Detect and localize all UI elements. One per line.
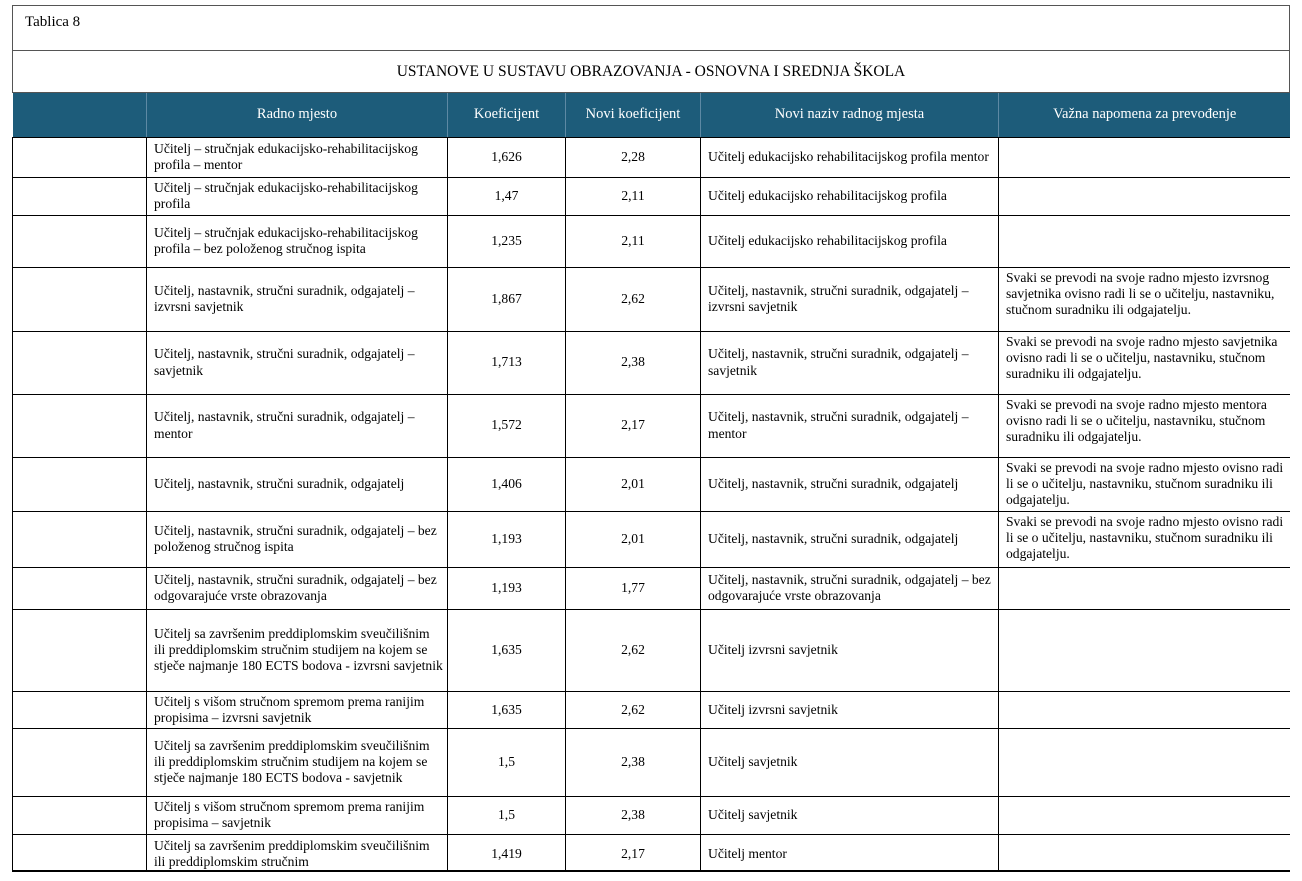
cell-empty	[13, 457, 147, 511]
table-title: USTANOVE U SUSTAVU OBRAZOVANJA - OSNOVNA I SREDNJA ŠKOLA	[396, 62, 906, 80]
cell-novi-koeficijent: 2,62	[566, 267, 701, 331]
cell-napomena	[999, 728, 1291, 796]
cell-empty	[13, 796, 147, 834]
cell-novi-koeficijent: 2,62	[566, 691, 701, 728]
cell-empty	[13, 834, 147, 872]
table-container	[12, 5, 1290, 872]
table-row	[13, 511, 1291, 567]
cell-empty	[13, 177, 147, 215]
table-header-row	[13, 93, 1291, 137]
cell-koeficijent: 1,47	[448, 177, 566, 215]
cell-radno-mjesto: Učitelj s višom stručnom spremom prema ranijim propisima – izvrsni savjetnik	[147, 691, 448, 728]
table-row	[13, 394, 1291, 457]
cell-empty	[13, 267, 147, 331]
table-row	[13, 834, 1291, 872]
cell-radno-mjesto: Učitelj – stručnjak edukacijsko-rehabilitacijskog profila – mentor	[147, 137, 448, 177]
cell-empty	[13, 691, 147, 728]
column-header-empty	[13, 93, 147, 137]
cell-novi-naziv: Učitelj savjetnik	[701, 796, 999, 834]
cell-novi-naziv: Učitelj mentor	[701, 834, 999, 872]
cell-napomena	[999, 567, 1291, 609]
table-row	[13, 331, 1291, 394]
cell-koeficijent: 1,626	[448, 137, 566, 177]
cell-novi-naziv: Učitelj edukacijsko rehabilitacijskog profila	[701, 215, 999, 267]
cell-empty	[13, 137, 147, 177]
cell-empty	[13, 215, 147, 267]
column-header-novi-koeficijent: Novi koeficijent	[566, 93, 701, 137]
table-row	[13, 137, 1291, 177]
cell-novi-koeficijent: 2,17	[566, 834, 701, 872]
cell-napomena	[999, 215, 1291, 267]
cell-empty	[13, 511, 147, 567]
cell-novi-naziv: Učitelj izvrsni savjetnik	[701, 609, 999, 691]
cell-radno-mjesto: Učitelj, nastavnik, stručni suradnik, odgajatelj – izvrsni savjetnik	[147, 267, 448, 331]
data-table	[12, 93, 1290, 872]
cell-napomena	[999, 609, 1291, 691]
column-header-novi-naziv: Novi naziv radnog mjesta	[701, 93, 999, 137]
column-header-napomena: Važna napomena za prevođenje	[999, 93, 1291, 137]
cell-koeficijent: 1,235	[448, 215, 566, 267]
cell-novi-koeficijent: 2,17	[566, 394, 701, 457]
cell-novi-naziv: Učitelj edukacijsko rehabilitacijskog profila mentor	[701, 137, 999, 177]
cell-novi-koeficijent: 2,11	[566, 215, 701, 267]
table-row	[13, 609, 1291, 691]
cell-novi-naziv: Učitelj edukacijsko rehabilitacijskog profila	[701, 177, 999, 215]
cell-novi-naziv: Učitelj savjetnik	[701, 728, 999, 796]
table-caption-box	[12, 5, 1290, 50]
cell-napomena	[999, 834, 1291, 872]
cell-radno-mjesto: Učitelj sa završenim preddiplomskim sveučilišnim ili preddiplomskim stručnim studijem na kojem se stječe najmanje 180 ECTS bodova - savjetnik	[147, 728, 448, 796]
cell-novi-koeficijent: 2,38	[566, 331, 701, 394]
cell-koeficijent: 1,713	[448, 331, 566, 394]
cell-koeficijent: 1,406	[448, 457, 566, 511]
cell-novi-koeficijent: 2,11	[566, 177, 701, 215]
cell-novi-koeficijent: 2,28	[566, 137, 701, 177]
table-row	[13, 796, 1291, 834]
cell-novi-koeficijent: 2,01	[566, 457, 701, 511]
table-title-box	[12, 50, 1290, 93]
cell-radno-mjesto: Učitelj sa završenim preddiplomskim sveučilišnim ili preddiplomskim stručnim studijem na kojem se stječe najmanje 180 ECTS bodova - izvrsni savjetnik	[147, 609, 448, 691]
cell-novi-naziv: Učitelj, nastavnik, stručni suradnik, odgajatelj	[701, 511, 999, 567]
cell-empty	[13, 567, 147, 609]
cell-koeficijent: 1,193	[448, 567, 566, 609]
cell-napomena	[999, 796, 1291, 834]
cell-novi-naziv: Učitelj, nastavnik, stručni suradnik, odgajatelj – bez odgovarajuće vrste obrazovanja	[701, 567, 999, 609]
cell-koeficijent: 1,635	[448, 609, 566, 691]
cell-novi-koeficijent: 2,38	[566, 796, 701, 834]
cell-radno-mjesto: Učitelj, nastavnik, stručni suradnik, odgajatelj – savjetnik	[147, 331, 448, 394]
cell-radno-mjesto: Učitelj – stručnjak edukacijsko-rehabilitacijskog profila	[147, 177, 448, 215]
cell-radno-mjesto: Učitelj, nastavnik, stručni suradnik, odgajatelj – bez položenog stručnog ispita	[147, 511, 448, 567]
table-row	[13, 728, 1291, 796]
cell-napomena: Svaki se prevodi na svoje radno mjesto ovisno radi li se o učitelju, nastavniku, stučnom suradniku ili odgajatelju.	[999, 511, 1291, 567]
cell-napomena	[999, 691, 1291, 728]
cell-koeficijent: 1,193	[448, 511, 566, 567]
cell-radno-mjesto: Učitelj sa završenim preddiplomskim sveučilišnim ili preddiplomskim stručnim	[147, 834, 448, 872]
cell-napomena: Svaki se prevodi na svoje radno mjesto mentora ovisno radi li se o učitelju, nastavniku, stučnom suradniku ili odgajatelju.	[999, 394, 1291, 457]
cell-novi-koeficijent: 2,01	[566, 511, 701, 567]
cell-napomena: Svaki se prevodi na svoje radno mjesto savjetnika ovisno radi li se o učitelju, nastavniku, stučnom suradniku ili odgajatelju.	[999, 331, 1291, 394]
column-header-radno-mjesto: Radno mjesto	[147, 93, 448, 137]
cell-empty	[13, 728, 147, 796]
cell-radno-mjesto: Učitelj s višom stručnom spremom prema ranijim propisima – savjetnik	[147, 796, 448, 834]
cell-novi-naziv: Učitelj, nastavnik, stručni suradnik, odgajatelj – savjetnik	[701, 331, 999, 394]
cell-radno-mjesto: Učitelj – stručnjak edukacijsko-rehabilitacijskog profila – bez položenog stručnog ispita	[147, 215, 448, 267]
cell-koeficijent: 1,867	[448, 267, 566, 331]
cell-napomena	[999, 177, 1291, 215]
cell-novi-naziv: Učitelj izvrsni savjetnik	[701, 691, 999, 728]
cell-novi-koeficijent: 2,62	[566, 609, 701, 691]
cell-empty	[13, 394, 147, 457]
cell-koeficijent: 1,419	[448, 834, 566, 872]
cell-koeficijent: 1,5	[448, 728, 566, 796]
table-row	[13, 457, 1291, 511]
cell-novi-naziv: Učitelj, nastavnik, stručni suradnik, odgajatelj	[701, 457, 999, 511]
cell-koeficijent: 1,5	[448, 796, 566, 834]
cell-novi-naziv: Učitelj, nastavnik, stručni suradnik, odgajatelj – mentor	[701, 394, 999, 457]
cell-novi-koeficijent: 2,38	[566, 728, 701, 796]
cell-empty	[13, 331, 147, 394]
table-caption: Tablica 8	[25, 14, 81, 30]
cell-radno-mjesto: Učitelj, nastavnik, stručni suradnik, odgajatelj	[147, 457, 448, 511]
cell-koeficijent: 1,635	[448, 691, 566, 728]
table-row	[13, 567, 1291, 609]
cell-koeficijent: 1,572	[448, 394, 566, 457]
cell-napomena: Svaki se prevodi na svoje radno mjesto izvrsnog savjetnika ovisno radi li se o učitelju, nastavniku, stučnom suradniku ili odgajatelju.	[999, 267, 1291, 331]
table-row	[13, 691, 1291, 728]
cell-radno-mjesto: Učitelj, nastavnik, stručni suradnik, odgajatelj – bez odgovarajuće vrste obrazovanja	[147, 567, 448, 609]
cell-novi-koeficijent: 1,77	[566, 567, 701, 609]
table-row	[13, 177, 1291, 215]
cell-radno-mjesto: Učitelj, nastavnik, stručni suradnik, odgajatelj – mentor	[147, 394, 448, 457]
cell-empty	[13, 609, 147, 691]
cell-napomena	[999, 137, 1291, 177]
table-row	[13, 215, 1291, 267]
column-header-koeficijent: Koeficijent	[448, 93, 566, 137]
cell-napomena: Svaki se prevodi na svoje radno mjesto ovisno radi li se o učitelju, nastavniku, stučnom suradniku ili odgajatelju.	[999, 457, 1291, 511]
cell-novi-naziv: Učitelj, nastavnik, stručni suradnik, odgajatelj – izvrsni savjetnik	[701, 267, 999, 331]
table-row	[13, 267, 1291, 331]
